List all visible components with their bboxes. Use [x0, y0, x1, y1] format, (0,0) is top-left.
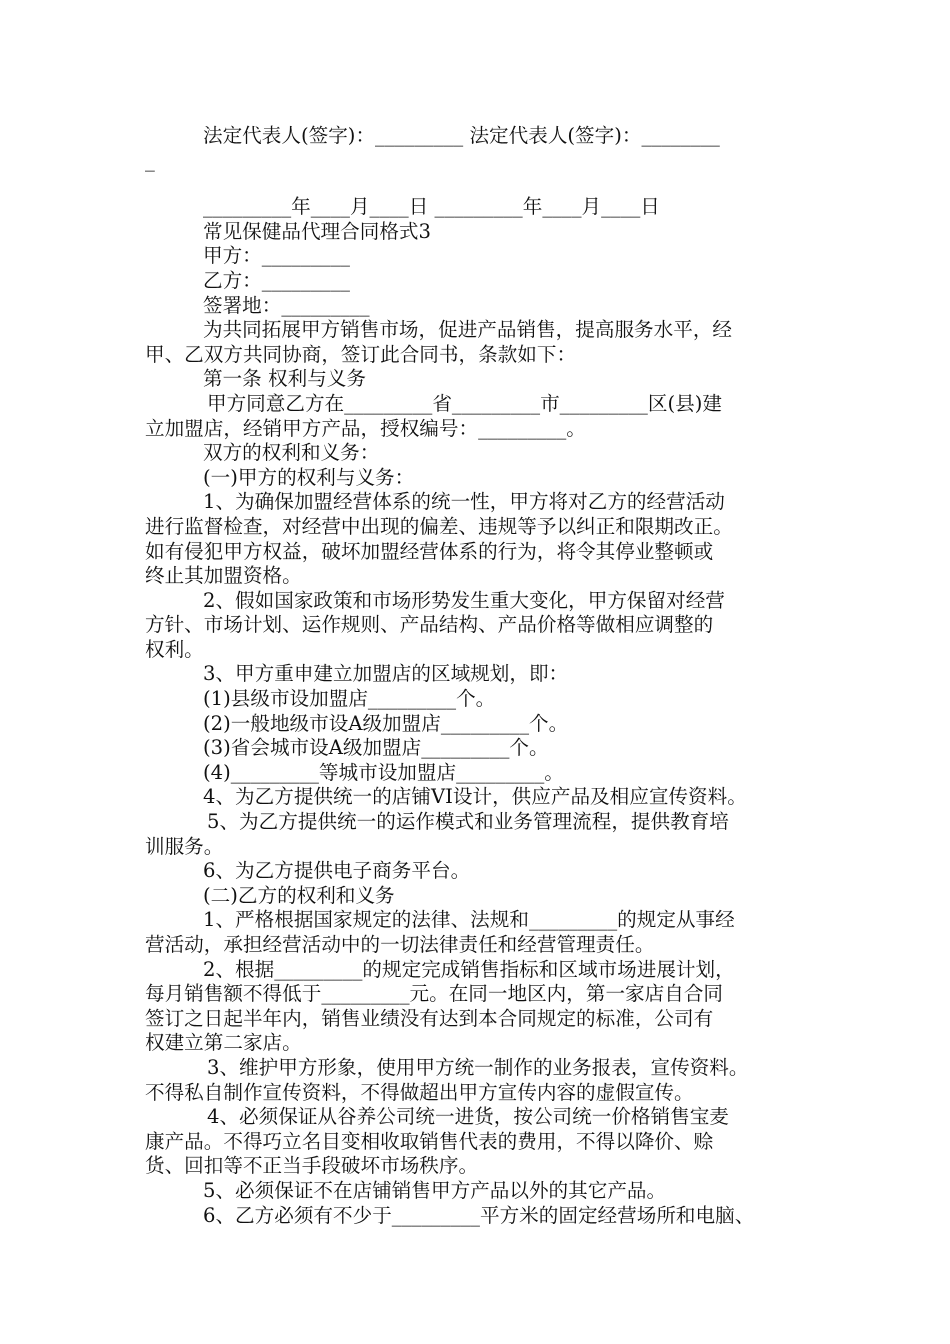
- paragraph-line: 6、为乙方提供电子商务平台。: [203, 859, 471, 883]
- paragraph-line: 进行监督检查，对经营中出现的偏差、违规等予以纠正和限期改正。: [145, 514, 733, 538]
- section-heading: (二)乙方的权利和义务: [203, 883, 395, 907]
- paragraph-line: 2、假如国家政策和市场形势发生重大变化，甲方保留对经营: [203, 588, 725, 612]
- paragraph-line: 5、必须保证不在店铺销售甲方产品以外的其它产品。: [203, 1178, 667, 1202]
- paragraph-line: 不得私自制作宣传资料，不得做超出甲方宣传内容的虚假宣传。: [145, 1080, 694, 1104]
- paragraph-line: 立加盟店，经销甲方产品，授权编号：_________。: [145, 416, 586, 440]
- list-item: (1)县级市设加盟店_________个。: [203, 687, 496, 711]
- paragraph-line: 权利。: [145, 637, 204, 661]
- paragraph-line: 为共同拓展甲方销售市场，促进产品销售，提高服务水平，经: [203, 318, 733, 342]
- paragraph-line: 3、维护甲方形象，使用甲方统一制作的业务报表，宣传资料。: [207, 1055, 749, 1079]
- paragraph-line: 康产品。不得巧立名目变相收取销售代表的费用，不得以降价、赊: [145, 1129, 714, 1153]
- list-item: (3)省会城市设A级加盟店_________个。: [203, 736, 549, 760]
- paragraph-line: 每月销售额不得低于_________元。在同一地区内，第一家店自合同: [145, 982, 724, 1006]
- article-heading: 第一条 权利与义务: [203, 367, 366, 391]
- paragraph-line: 4、必须保证从谷养公司统一进货，按公司统一价格销售宝麦: [207, 1105, 729, 1129]
- list-item: (4)_________等城市设加盟店_________。: [203, 760, 564, 784]
- paragraph-line: 甲、乙双方共同协商，签订此合同书，条款如下：: [145, 342, 577, 366]
- paragraph-line: 货、回扣等不正当手段破坏市场秩序。: [145, 1154, 479, 1178]
- paragraph-line: 如有侵犯甲方权益，破坏加盟经营体系的行为，将令其停业整顿或: [145, 539, 714, 563]
- document-page: [145, 124, 810, 1228]
- section-heading: 双方的权利和义务：: [203, 441, 380, 465]
- paragraph-line: 方针、市场计划、运作规则、产品结构、产品价格等做相应调整的: [145, 613, 714, 637]
- party-a-line: 甲方：_________: [203, 244, 350, 268]
- paragraph-line: 4、为乙方提供统一的店铺VI设计，供应产品及相应宣传资料。: [203, 785, 747, 809]
- paragraph-line: 5、为乙方提供统一的运作模式和业务管理流程，提供教育培: [207, 810, 729, 834]
- signature-line-overflow: _: [145, 148, 155, 172]
- paragraph-line: 终止其加盟资格。: [145, 564, 302, 588]
- paragraph-line: 签订之日起半年内，销售业绩没有达到本合同规定的标准，公司有: [145, 1006, 714, 1030]
- paragraph-line: 权建立第二家店。: [145, 1031, 302, 1055]
- paragraph-line: 3、甲方重申建立加盟店的区域规划，即：: [203, 662, 569, 686]
- section-heading: (一)甲方的权利与义务：: [203, 465, 415, 489]
- signature-line: 法定代表人(签字)：_________ 法定代表人(签字)：________: [203, 124, 720, 147]
- spacer: [145, 173, 810, 195]
- paragraph-line: 2、根据_________的规定完成销售指标和区域市场进展计划，: [203, 957, 735, 981]
- paragraph-line: 6、乙方必须有不少于_________平方米的固定经营场所和电脑、: [203, 1203, 755, 1227]
- paragraph-line: 1、为确保加盟经营体系的统一性，甲方将对乙方的经营活动: [203, 490, 725, 514]
- party-b-line: 乙方：_________: [203, 268, 350, 292]
- document-title: 常见保健品代理合同格式3: [203, 219, 431, 243]
- paragraph-line: 甲方同意乙方在_________省_________市_________区(县)建: [207, 391, 722, 415]
- signing-place-line: 签署地：_________: [203, 293, 370, 317]
- paragraph-line: 营活动，承担经营活动中的一切法律责任和经营管理责任。: [145, 933, 655, 956]
- paragraph-line: 训服务。: [145, 834, 224, 858]
- date-line: _________年____月____日 _________年____月____日: [203, 195, 660, 219]
- list-item: (2)一般地级市设A级加盟店_________个。: [203, 711, 569, 735]
- paragraph-line: 1、严格根据国家规定的法律、法规和_________的规定从事经: [203, 908, 735, 932]
